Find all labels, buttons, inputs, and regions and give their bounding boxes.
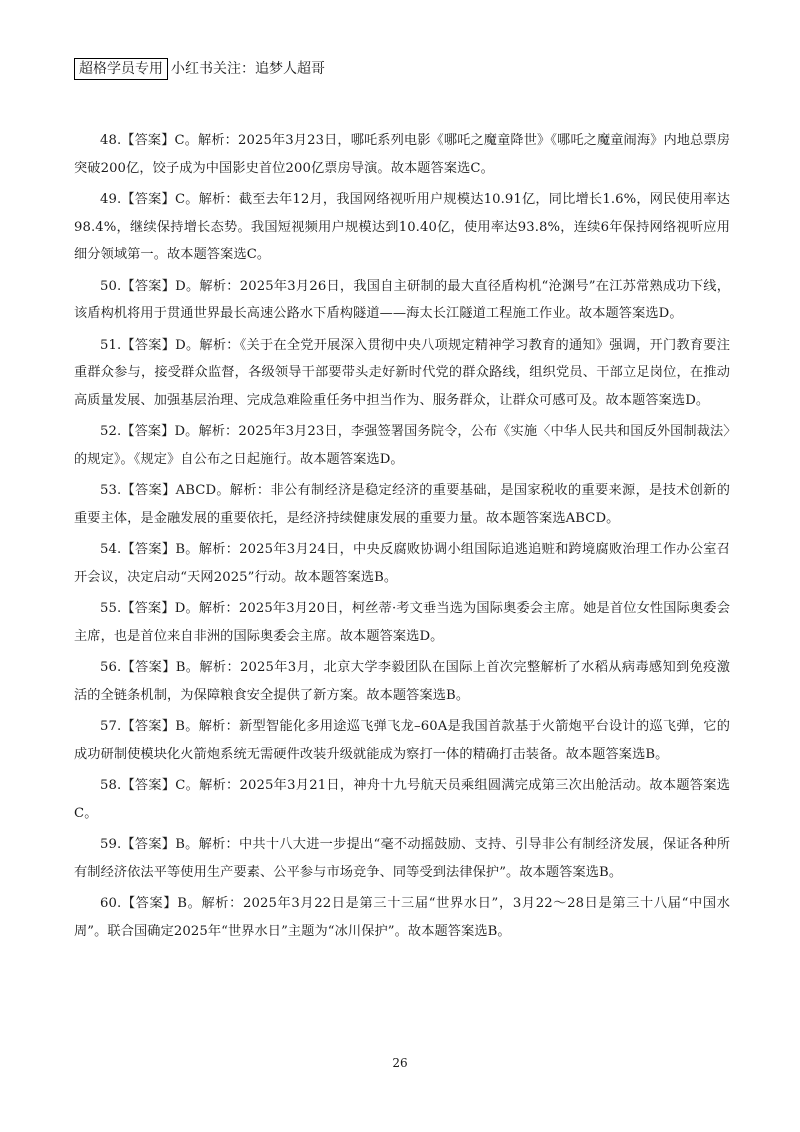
answer-list [74, 127, 730, 949]
answer-51: 51.【答案】D。解析：《关于在全党开展深入贯彻中央八项规定精神学习教育的通知》强调，开门教育要注重群众参与，接受群众监督，各级领导干部要带头走好新时代党的群众路线，组织党员、干部立足岗位，在推动高质量发展、加强基层治理、完成急难险重任务中担当作为、服务群众，让群众可感可及。故本题答案选D。 [74, 337, 730, 408]
answer-49: 49.【答案】C。解析：截至去年12月，我国网络视听用户规模达10.91亿，同比增长1.6%，网民使用率达98.4%，继续保持增长态势。我国短视频用户规模达到10.40亿，使用率达93.8%，连续6年保持网络视听应用细分领域第一。故本题答案选C。 [74, 192, 730, 262]
answer-53: 53.【答案】ABCD。解析：非公有制经济是稳定经济的重要基础，是国家税收的重要来源，是技术创新的重要主体，是金融发展的重要依托，是经济持续健康发展的重要力量。故本题答案选ABCD。 [74, 483, 730, 526]
header-note: 小红书关注：追梦人超哥 [171, 61, 325, 77]
page-number: 26 [392, 1056, 408, 1070]
answer-57: 57.【答案】B。解析：新型智能化多用途巡飞弹飞龙–60A是我国首款基于火箭炮平台设计的巡飞弹，它的成功研制使模块化火箭炮系统无需硬件改装升级就能成为察打一体的精确打击装备。故本题答案选B。 [74, 719, 730, 762]
answer-58: 58.【答案】C。解析：2025年3月21日，神舟十九号航天员乘组圆满完成第三次出舱活动。故本题答案选C。 [74, 778, 730, 821]
answer-55: 55.【答案】D。解析：2025年3月20日，柯丝蒂·考文垂当选为国际奥委会主席。她是首位女性国际奥委会主席，也是首位来自非洲的国际奥委会主席。故本题答案选D。 [74, 601, 730, 644]
answer-48: 48.【答案】C。解析：2025年3月23日，哪吒系列电影《哪吒之魔童降世》《哪吒之魔童闹海》内地总票房突破200亿，饺子成为中国影史首位200亿票房导演。故本题答案选C。 [74, 133, 730, 176]
exclusive-badge: 超格学员专用 [74, 58, 168, 80]
answer-56: 56.【答案】B。解析：2025年3月，北京大学李毅团队在国际上首次完整解析了水稻从病毒感知到免疫激活的全链条机制，为保障粮食安全提供了新方案。故本题答案选B。 [74, 660, 730, 703]
page-header [74, 58, 325, 80]
answer-60: 60.【答案】B。解析：2025年3月22日是第三十三届“世界水日”，3月22～28日是第三十八届“中国水周”。联合国确定2025年“世界水日”主题为“冰川保护”。故本题答案选B。 [74, 896, 730, 939]
answer-52: 52.【答案】D。解析：2025年3月23日，李强签署国务院令，公布《实施〈中华人民共和国反外国制裁法〉的规定》。《规定》自公布之日起施行。故本题答案选D。 [74, 424, 730, 467]
answer-59: 59.【答案】B。解析：中共十八大进一步提出“毫不动摇鼓励、支持、引导非公有制经济发展，保证各种所有制经济依法平等使用生产要素、公平参与市场竞争、同等受到法律保护”。故本题答案选B。 [74, 837, 730, 880]
answer-54: 54.【答案】B。解析：2025年3月24日，中央反腐败协调小组国际追逃追赃和跨境腐败治理工作办公室召开会议，决定启动“天网2025”行动。故本题答案选B。 [74, 542, 730, 585]
answer-50: 50.【答案】D。解析：2025年3月26日，我国自主研制的最大直径盾构机“沧渊号”在江苏常熟成功下线，该盾构机将用于贯通世界最长高速公路水下盾构隧道——海太长江隧道工程施工作业。故本题答案选D。 [74, 278, 730, 321]
